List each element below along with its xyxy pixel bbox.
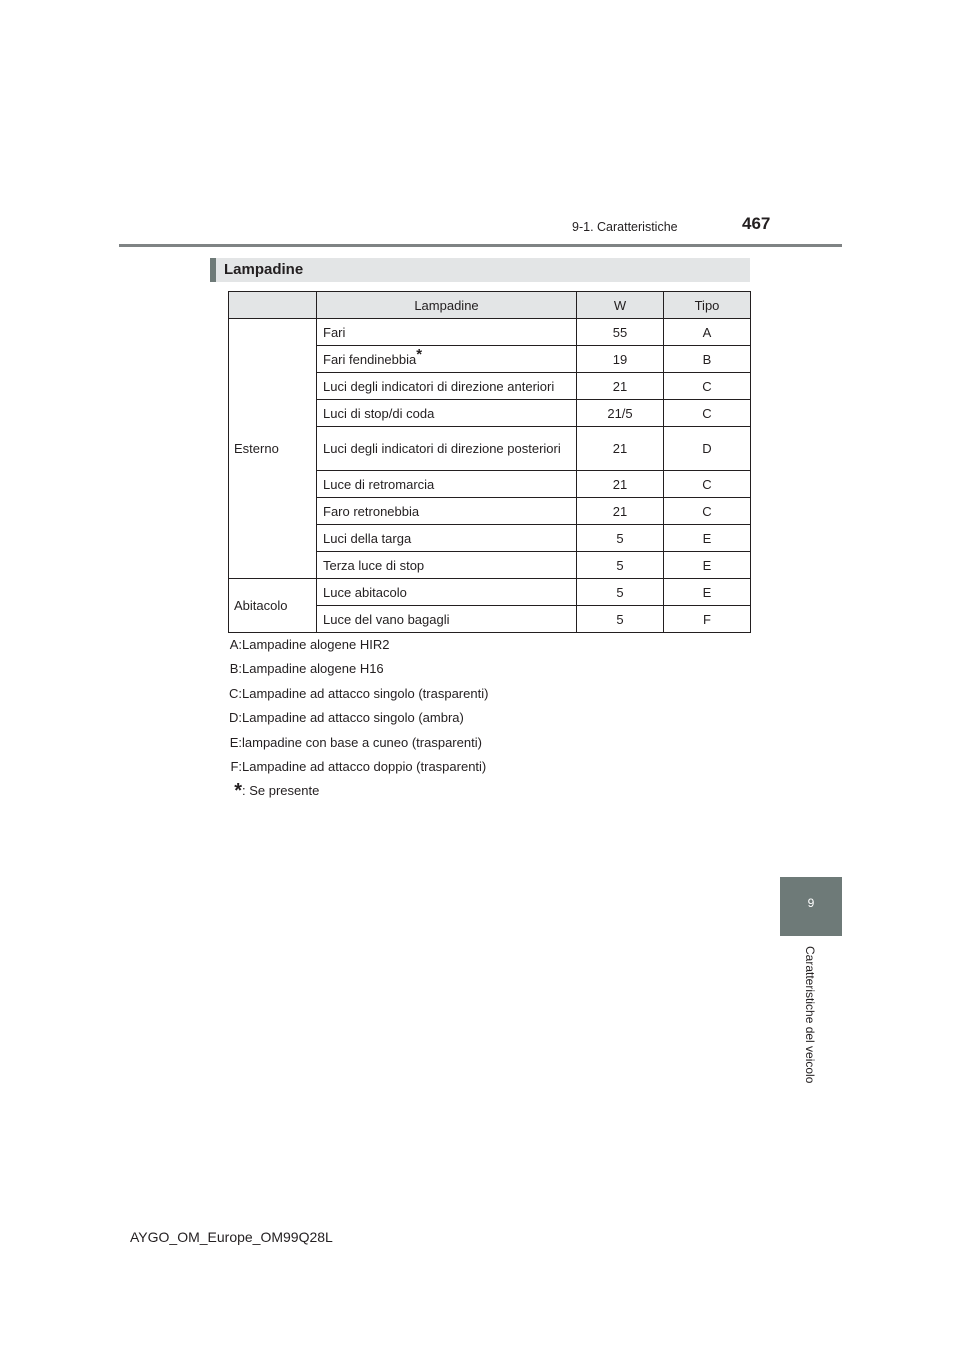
chapter-number: 9 — [807, 896, 815, 910]
header-divider — [119, 244, 842, 247]
section-marker — [210, 258, 216, 282]
bulb-name: Fari — [317, 319, 577, 346]
footnote — [215, 780, 488, 807]
legend-text: Lampadine ad attacco doppio (trasparenti) — [242, 758, 487, 774]
bulb-type: C — [664, 373, 751, 400]
bulb-type: C — [664, 400, 751, 427]
bulb-name: Fari fendinebbia — [323, 351, 417, 367]
legend-text: lampadine con base a cuneo (trasparenti) — [242, 734, 482, 750]
bulb-type: E — [664, 552, 751, 579]
bulb-type: C — [664, 471, 751, 498]
bulb-watt: 5 — [577, 525, 664, 552]
bulb-name: Luci della targa — [317, 525, 577, 552]
footnote-star-cell — [215, 780, 242, 807]
legend-text: Lampadine ad attacco singolo (ambra) — [242, 710, 464, 726]
legend-text: Lampadine ad attacco singolo (trasparenti) — [242, 685, 489, 701]
section-title: Lampadine — [224, 261, 304, 278]
column-header: Tipo — [664, 292, 751, 319]
legend-key: A: — [229, 637, 242, 652]
legend-key: D: — [229, 710, 242, 726]
bulb-watt: 5 — [577, 579, 664, 606]
bulb-watt: 21/5 — [577, 400, 664, 427]
bulb-watt: 5 — [577, 606, 664, 633]
legend-key: B: — [229, 661, 242, 677]
bulb-watt: 19 — [577, 346, 664, 373]
section-title-bar — [210, 258, 750, 282]
legend-item — [215, 710, 488, 734]
bulb-name: Luci di stop/di coda — [317, 400, 577, 427]
bulb-name: Terza luce di stop — [317, 552, 577, 579]
bulb-type: A — [664, 319, 751, 346]
bulb-table — [228, 291, 751, 633]
bulb-type: D — [664, 427, 751, 471]
bulb-watt: 21 — [577, 373, 664, 400]
chapter-tab — [780, 877, 842, 936]
document-code: AYGO_OM_Europe_OM99Q28L — [130, 1229, 333, 1245]
bulb-type: F — [664, 606, 751, 633]
legend-item — [215, 686, 488, 710]
footnote-star: * — [234, 780, 242, 803]
legend-text: Lampadine alogene H16 — [242, 661, 384, 677]
bulb-type: B — [664, 346, 751, 373]
bulb-name: Luce abitacolo — [317, 579, 577, 606]
bulb-name: Luce del vano bagagli — [317, 606, 577, 633]
chapter-label: Caratteristiche del veicolo — [803, 946, 817, 1084]
table-row — [229, 579, 751, 606]
legend-item — [215, 735, 488, 759]
table-row — [229, 319, 751, 346]
bulb-name: Luci degli indicatori di direzione anteriori — [317, 373, 577, 400]
bulb-watt: 21 — [577, 427, 664, 471]
group-label: Abitacolo — [229, 579, 317, 633]
legend-item — [215, 759, 488, 783]
bulb-watt: 5 — [577, 552, 664, 579]
section-heading: 9-1. Caratteristiche — [572, 220, 678, 234]
bulb-type: E — [664, 579, 751, 606]
bulb-name-cell — [317, 346, 577, 373]
column-header: W — [577, 292, 664, 319]
page-number: 467 — [742, 214, 771, 233]
column-header: Lampadine — [317, 292, 577, 319]
bulb-name: Faro retronebbia — [317, 498, 577, 525]
legend-key: E: — [229, 734, 242, 750]
column-header — [229, 292, 317, 319]
bulb-type: E — [664, 525, 751, 552]
footnote-star: * — [416, 345, 423, 363]
legend-key: C: — [229, 685, 242, 701]
bulb-type-legend — [215, 637, 488, 808]
legend-key: F: — [230, 758, 242, 774]
legend-text: Lampadine alogene HIR2 — [242, 637, 390, 652]
bulb-name: Luci degli indicatori di direzione posteriori — [317, 427, 577, 471]
legend-item — [215, 637, 488, 661]
table-header-row — [229, 292, 751, 319]
legend-item — [215, 661, 488, 685]
bulb-watt: 55 — [577, 319, 664, 346]
footnote-text: : Se presente — [242, 783, 320, 799]
bulb-type: C — [664, 498, 751, 525]
bulb-name: Luce di retromarcia — [317, 471, 577, 498]
bulb-watt: 21 — [577, 498, 664, 525]
group-label: Esterno — [229, 319, 317, 579]
bulb-watt: 21 — [577, 471, 664, 498]
